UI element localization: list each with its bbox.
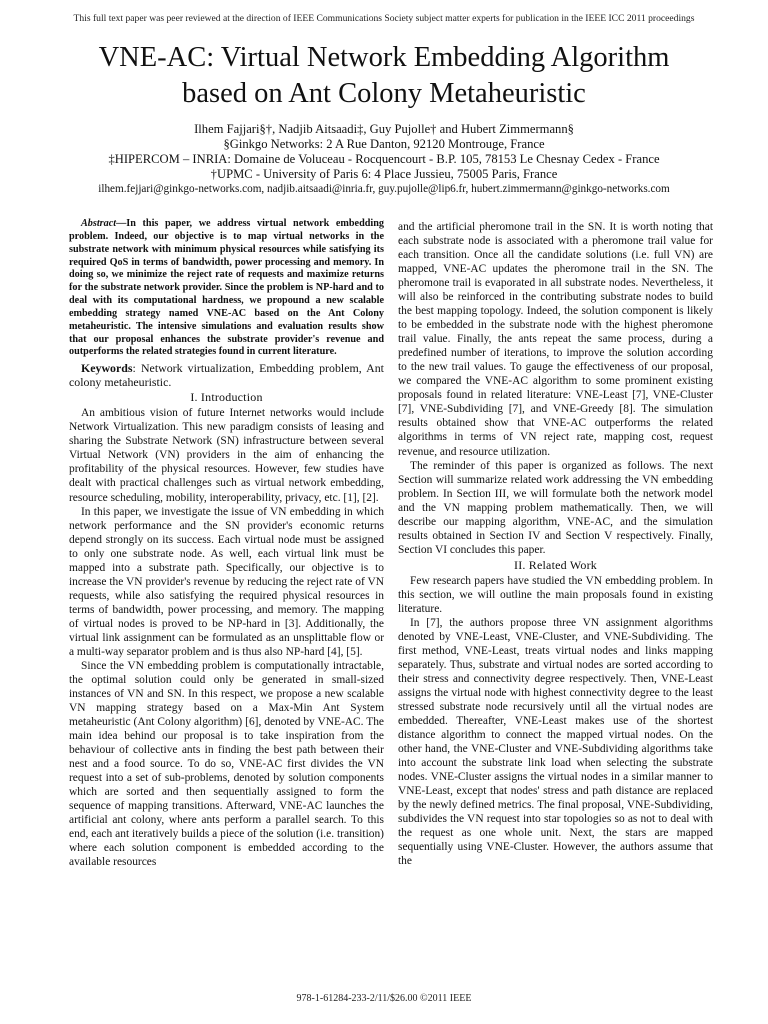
abstract-body: —In this paper, we address virtual network embedding problem. Indeed, our objective is to map virtual networks in the substrate network with minimum physical resources while satisfying its required QoS in terms of bandwidth, power processing and memory. In doing so, we minimize the reject rate of requests and maximize returns for the substrate network provider. Since the problem is NP-hard and to deal with its computational hardness, we propound a new scalable embedding strategy named VNE-AC based on the Ant Colony metaheuristic. The intensive simulations and evaluation results show that our proposal enhances the substrate provider's revenue and outperforms the related strategies found in current literature. — [69, 218, 384, 358]
abstract — [69, 218, 384, 359]
right-column — [398, 220, 713, 868]
left-column — [69, 218, 384, 869]
section-heading-introduction: I. Introduction — [190, 390, 263, 405]
keywords-body: : Network virtualization, Embedding problem, Ant colony metaheuristic. — [69, 361, 384, 390]
author-names: Ilhem Fajjari§†, Nadjib Aitsaadi‡, Guy Pujolle† and Hubert Zimmermann§ — [194, 122, 574, 136]
affiliation-inria: ‡HIPERCOM – INRIA: Domaine de Voluceau - Rocquencourt - B.P. 105, 78153 Le Chesnay Cedex - France — [108, 152, 660, 166]
intro-paragraph-4: The reminder of this paper is organized as follows. The next Section will summarize related work addressing the VN embedding problem. In Section III, we will formulate both the network model and the VN mapping problem mathematically. Then, we will describe our mapping algorithm, VNE-AC, and the simulation results obtained in Section IV and Section V respectively. Finally, Section VI concludes this paper. — [398, 459, 713, 556]
section-heading-related-work: II. Related Work — [514, 557, 597, 572]
related-paragraph-2: In [7], the authors propose three VN assignment algorithms denoted by VNE-Least, VNE-Cluster, and VNE-Subdividing. The first method, VNE-Least, treats virtual nodes and links mapping separately. Thus, substrate and virtual nodes are sorted according to their stress and connectivity degree respectively. Then, VNE-Least assigns the virtual node with highest connectivity degree to the least stressed substrate node recursively until all the virtual nodes are embedded. Thereafter, VNE-Least makes use of the shortest distance algorithm to connect the mapped virtual nodes. On the other hand, the VNE-Cluster and VNE-Subdividing algorithms take into account the substrate link load when selecting the substrate nodes. VNE-Cluster assigns the virtual nodes in a similar manner to VNE-Least, except that nodes' stress and path distance are replaced by the newly defined metrics. The final proposal, VNE-Subdividing, subdivides the VN request into star topologies so as not to deal with the request as one whole unit. Next, the stars are mapped sequentially using VNE-Cluster. However, the authors assume that the — [398, 616, 713, 868]
affiliation-upmc: †UPMC - University of Paris 6: 4 Place Jussieu, 75005 Paris, France — [210, 167, 558, 181]
peer-review-note: This full text paper was peer reviewed at the direction of IEEE Communications Society subject matter experts for publication in the IEEE ICC 2011 proceedings — [73, 13, 695, 24]
author-block — [0, 122, 768, 197]
intro-paragraph-2: In this paper, we investigate the issue of VN embedding in which network performance and the SN provider's economic returns depend strongly on its success. Each virtual node must be assigned to only one substrate node. As well, each virtual link must be mapped into a substrate path. Specifically, our objective is to increase the VN provider's revenue by reducing the reject rate of VN requests, while also satisfying the required physical resources in terms of bandwidth, power processing, and memory. The mapping of virtual nodes is proved to be NP-hard in [3]. Additionally, the virtual link assignment can be formulated as an unsplittable flow or a multi-way separator problem and is thus also NP-hard [4], [5]. — [69, 505, 384, 658]
copyright-footer: 978-1-61284-233-2/11/$26.00 ©2011 IEEE — [296, 993, 472, 1004]
abstract-label: Abstract — [81, 218, 117, 229]
intro-paragraph-3: Since the VN embedding problem is computationally intractable, the optimal solution could only be generated in small-sized instances of VN and SN. In this respect, we propose a new scalable VN mapping strategy based on a Max-Min Ant System metaheuristic (Ant Colony algorithm) [6], denoted by VNE-AC. The main idea behind our proposal is to take inspiration from the behaviour of collective ants in finding the best path between their nest and a food source. To do so, VNE-AC first divides the VN request into a set of sub-problems, denoted by solution components which are sorted and then sequentially assigned to form the sequence of mapping transitions. Afterward, VNE-AC launches the artificial ant colony, where ants perform a parallel search. To this end, each ant iteratively builds a piece of the solution (i.e. transition) where each solution component is embedded according to the available resources — [69, 659, 384, 869]
keywords-label: Keywords — [81, 361, 133, 376]
paper-title — [0, 40, 768, 112]
title-line-1: VNE-AC: Virtual Network Embedding Algorithm — [98, 42, 670, 73]
author-emails: ilhem.fejjari@ginkgo-networks.com, nadjib.aitsaadi@inria.fr, guy.pujolle@lip6.fr, hubert.zimmermann@ginkgo-networks.com — [98, 183, 670, 195]
intro-paragraph-1: An ambitious vision of future Internet networks would include Network Virtualization. This new paradigm consists of leasing and sharing the Substrate Network (SN) infrastructure between several Virtual Network (VN) providers in the aim of enhancing the profitability of the physical resources. However, few studies have dealt with practical challenges such as virtual network embedding, resource scheduling, mobility, interoperability, privacy, etc. [1], [2]. — [69, 407, 384, 504]
intro-paragraph-3-cont: and the artificial pheromone trail in the SN. It is worth noting that each substrate node is associated with a pheromone trail value for each transition. Once all the candidate solutions (i.e. full VN) are mapped, VNE-AC updates the pheromone trail in the SN. The pheromone trail is evaporated in all substrate nodes. Nevertheless, it will also be reinforced in the contributing substrate nodes to build the best mapping topology. Indeed, the solution component is likely to be embedded in the substrate node with the highest pheromone trail value. Finally, the ants repeat the same process, during a predefined number of iterations, to improve the solution according to the new trail values. To gauge the effectiveness of our proposal, we compared the VNE-AC algorithm to some prominent existing proposals found in related literature: VNE-Least [7], VNE-Cluster [7], VNE-Subdividing [7], and VNE-Greedy [8]. The simulation results obtained show that VNE-AC outperforms the related algorithms in terms of VN reject rate, mapping cost, request revenue, and resource utilization. — [398, 221, 713, 458]
title-line-2: based on Ant Colony Metaheuristic — [182, 78, 586, 109]
affiliation-ginkgo: §Ginkgo Networks: 2 A Rue Danton, 92120 Montrouge, France — [223, 137, 545, 151]
keywords — [69, 361, 384, 389]
related-paragraph-1: Few research papers have studied the VN embedding problem. In this section, we will outline the main proposals found in existing literature. — [398, 574, 713, 615]
